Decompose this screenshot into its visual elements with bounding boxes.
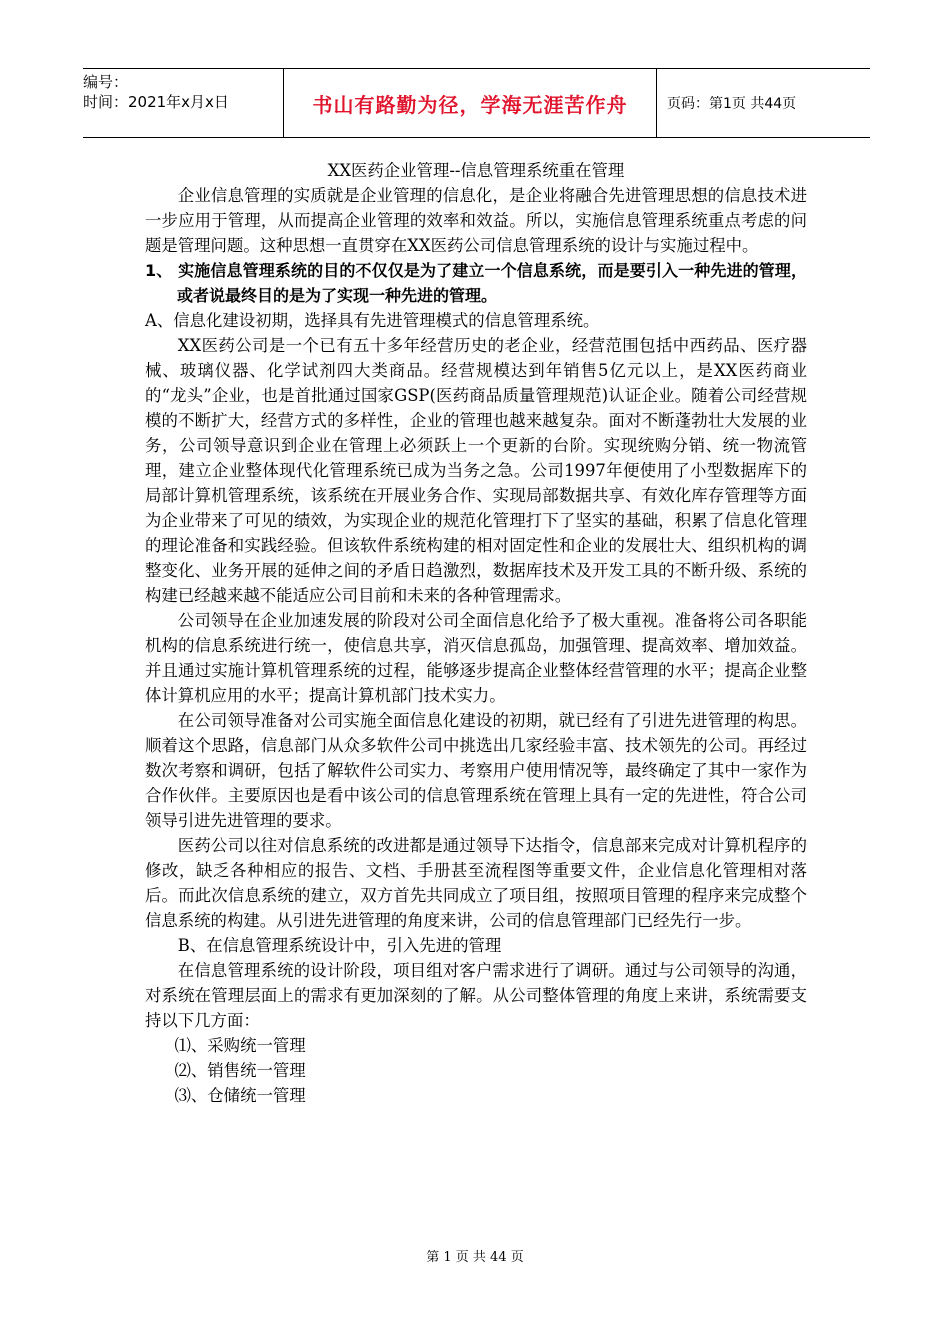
header-page-info: 页码：第1页 共44页	[667, 96, 797, 112]
subsection-heading-b: B、在信息管理系统设计中，引入先进的管理	[177, 936, 502, 955]
list-item: ⑵、销售统一管理	[174, 1061, 306, 1080]
paragraph-5: 在信息管理系统的设计阶段，项目组对客户需求进行了调研。通过与公司领导的沟通，对系统在管理层面上的需求有更加深刻的了解。从公司整体管理的角度上来讲，系统需要支持以下几方面：	[145, 961, 807, 1030]
header-motto: 书山有路勤为径，学海无涯苦作舟	[283, 69, 657, 137]
list-item: ⑶、仓储统一管理	[174, 1086, 306, 1105]
subsection-heading-a: A、信息化建设初期，选择具有先进管理模式的信息管理系统。	[145, 311, 600, 330]
document-body	[145, 158, 807, 1108]
intro-paragraph: 企业信息管理的实质就是企业管理的信息化，是企业将融合先进管理思想的信息技术进一步应用于管理，从而提高企业管理的效率和效益。所以，实施信息管理系统重点考虑的问题是管理问题。这种思想一直贯穿在XX医药公司信息管理系统的设计与实施过程中。	[145, 186, 807, 255]
paragraph-2: 公司领导在企业加速发展的阶段对公司全面信息化给予了极大重视。准备将公司各职能机构的信息系统进行统一，使信息共享，消灭信息孤岛，加强管理、提高效率、增加效益。并且通过实施计算机管理系统的过程，能够逐步提高企业整体经营管理的水平；提高企业整体计算机应用的水平；提高计算机部门技术实力。	[145, 611, 807, 705]
paragraph-3: 在公司领导准备对公司实施全面信息化建设的初期，就已经有了引进先进管理的构思。顺着这个思路，信息部门从众多软件公司中挑选出几家经验丰富、技术领先的公司。再经过数次考察和调研，包括了解软件公司实力、考察用户使用情况等，最终确定了其中一家作为合作伙伴。主要原因也是看中该公司的信息管理系统在管理上具有一定的先进性，符合公司领导引进先进管理的要求。	[145, 711, 807, 830]
paragraph-4: 医药公司以往对信息系统的改进都是通过领导下达指令，信息部来完成对计算机程序的修改，缺乏各种相应的报告、文档、手册甚至流程图等重要文件，企业信息化管理相对落后。而此次信息系统的建立，双方首先共同成立了项目组，按照项目管理的程序来完成整个信息系统的构建。从引进先进管理的角度来讲，公司的信息管理部门已经先行一步。	[145, 836, 807, 930]
list-item: ⑴、采购统一管理	[174, 1036, 306, 1055]
header-meta	[83, 69, 283, 137]
page-footer: 第 1 页 共 44 页	[426, 1250, 524, 1265]
document-time-label: 时间：2021年x月x日	[83, 93, 229, 111]
document-number-label: 编号：	[83, 73, 129, 91]
section-heading-1: 1、 实施信息管理系统的目的不仅仅是为了建立一个信息系统，而是要引入一种先进的管理，或者说最终目的是为了实现一种先进的管理。	[145, 261, 807, 305]
paragraph-1: XX医药公司是一个已有五十多年经营历史的老企业，经营范围包括中西药品、医疗器械、玻璃仪器、化学试剂四大类商品。经营规模达到年销售5亿元以上，是XX医药商业的“龙头”企业，也是首批通过国家GSP(医药商品质量管理规范)认证企业。随着公司经营规模的不断扩大，经营方式的多样性，企业的管理也越来越复杂。面对不断蓬勃壮大发展的业务，公司领导意识到企业在管理上必须跃上一个更新的台阶。实现统购分销、统一物流管理，建立企业整体现代化管理系统已成为当务之急。公司1997年便使用了小型数据库下的局部计算机管理系统，该系统在开展业务合作、实现局部数据共享、有效化库存管理等方面为企业带来了可见的绩效，为实现企业的规范化管理打下了坚实的基础，积累了信息化管理的理论准备和实践经验。但该软件系统构建的相对固定性和企业的发展壮大、组织机构的调整变化、业务开展的延伸之间的矛盾日趋激烈，数据库技术及开发工具的不断升级、系统的构建已经越来越不能适应公司目前和未来的各种管理需求。	[145, 336, 807, 605]
page-header	[83, 68, 870, 138]
document-title: XX医药企业管理--信息管理系统重在管理	[327, 161, 625, 180]
